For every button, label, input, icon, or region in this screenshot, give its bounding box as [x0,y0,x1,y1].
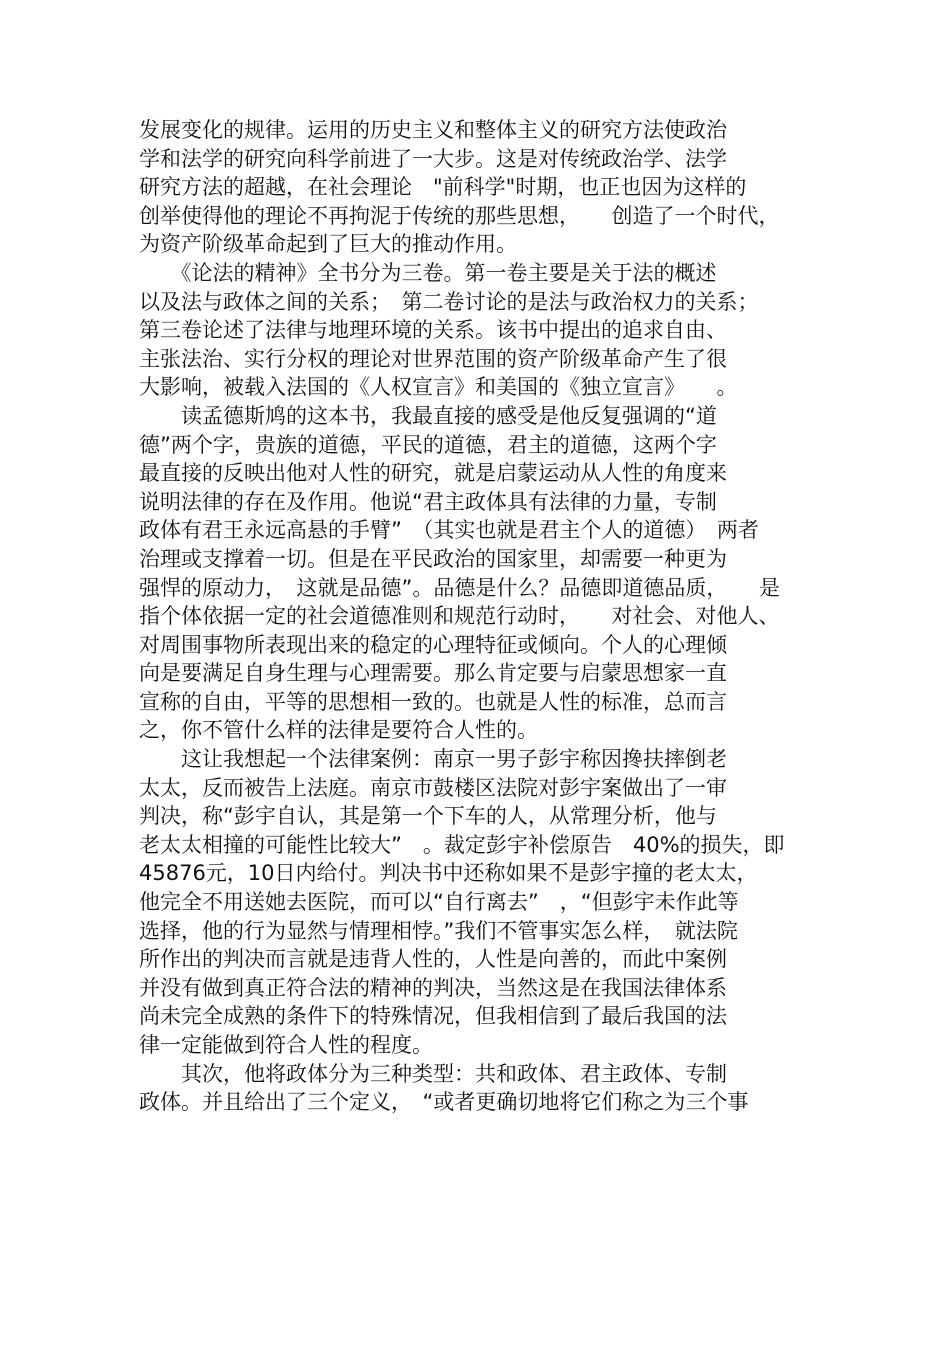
text-line: 政体。并且给出了三个定义， “或者更确切地将它们称之为三个事 [139,1090,749,1115]
text-line: 他完全不用送她去医院，而可以“自行离去” ，“但彭宇未作此等 [139,890,739,915]
text-line: 老太太相撞的可能性比较大” 。裁定彭宇补偿原告 40%的损失，即 [139,832,785,857]
text-line: 研究方法的超越，在社会理论 "前科学"时期，也正也因为这样的 [139,175,747,200]
text-line: 判决，称“彭宇自认，其是第一个下车的人，从常理分析，他与 [139,804,717,829]
text-line: 强悍的原动力， 这就是品德”。品德是什么？品德即道德品质， 是 [139,575,780,600]
text-line: 德”两个字，贵族的道德，平民的道德，君主的道德，这两个字 [139,432,717,457]
text-line: 对周围事物所表现出来的稳定的心理特征或倾向。个人的心理倾 [139,632,727,657]
text-line: 学和法学的研究向科学前进了一大步。这是对传统政治学、法学 [139,146,727,171]
text-line: 指个体依据一定的社会道德准则和规范行动时， 对社会、对他人、 [139,604,780,629]
text-line: 发展变化的规律。运用的历史主义和整体主义的研究方法使政治 [139,118,727,142]
text-line: 政体有君王永远高悬的手臂” （其实也就是君主个人的道德） 两者 [139,518,759,543]
text-line: 所作出的判决而言就是违背人性的，人性是向善的，而此中案例 [139,947,727,972]
text-line: 45876元，10日内给付。判决书中还称如果不是彭宇撞的老太太， [139,861,758,886]
text-line: 创举使得他的理论不再拘泥于传统的那些思想， 创造了一个时代， [139,203,780,228]
text-line: 这让我想起一个法律案例：南京一男子彭宇称因搀扶摔倒老 [139,747,727,772]
text-line: 律一定能做到符合人性的程度。 [139,1033,433,1057]
text-line: 读孟德斯鸠的这本书，我最直接的感受是他反复强调的“道 [139,403,717,428]
text-line: 其次，他将政体分为三种类型：共和政体、君主政体、专制 [139,1061,727,1086]
body-text [139,116,819,1117]
text-line: 太太，反而被告上法庭。南京市鼓楼区法院对彭宇案做出了一审 [139,775,727,800]
text-line: 以及法与政体之间的关系； 第二卷讨论的是法与政治权力的关系； [139,289,759,314]
text-line: 宣称的自由，平等的思想相一致的。也就是人性的标准，总而言 [139,689,727,714]
text-line: 选择，他的行为显然与情理相悖。”我们不管事实怎么样， 就法院 [139,918,738,943]
text-line: 为资产阶级革命起到了巨大的推动作用。 [139,232,517,257]
text-line: 并没有做到真正符合法的精神的判决，当然这是在我国法律体系 [139,975,727,1000]
text-line: 《论法的精神》全书分为三卷。第一卷主要是关于法的概述 [139,260,717,285]
text-line: 向是要满足自身生理与心理需要。那么肯定要与启蒙思想家一直 [139,661,727,686]
text-line: 尚未完全成熟的条件下的特殊情况，但我相信到了最后我国的法 [139,1004,727,1029]
text-line: 说明法律的存在及作用。他说“君主政体具有法律的力量，专制 [139,489,717,514]
text-line: 第三卷论述了法律与地理环境的关系。该书中提出的追求自由、 [139,318,727,343]
text-line: 最直接的反映出他对人性的研究，就是启蒙运动从人性的角度来 [139,461,727,486]
text-line: 主张法治、实行分权的理论对世界范围的资产阶级革命产生了很 [139,346,727,371]
text-line: 之，你不管什么样的法律是要符合人性的。 [139,718,538,743]
text-line: 大影响，被载入法国的《人权宣言》和美国的《独立宣言》 。 [139,375,738,400]
text-line: 治理或支撑着一切。但是在平民政治的国家里，却需要一种更为 [139,546,727,571]
